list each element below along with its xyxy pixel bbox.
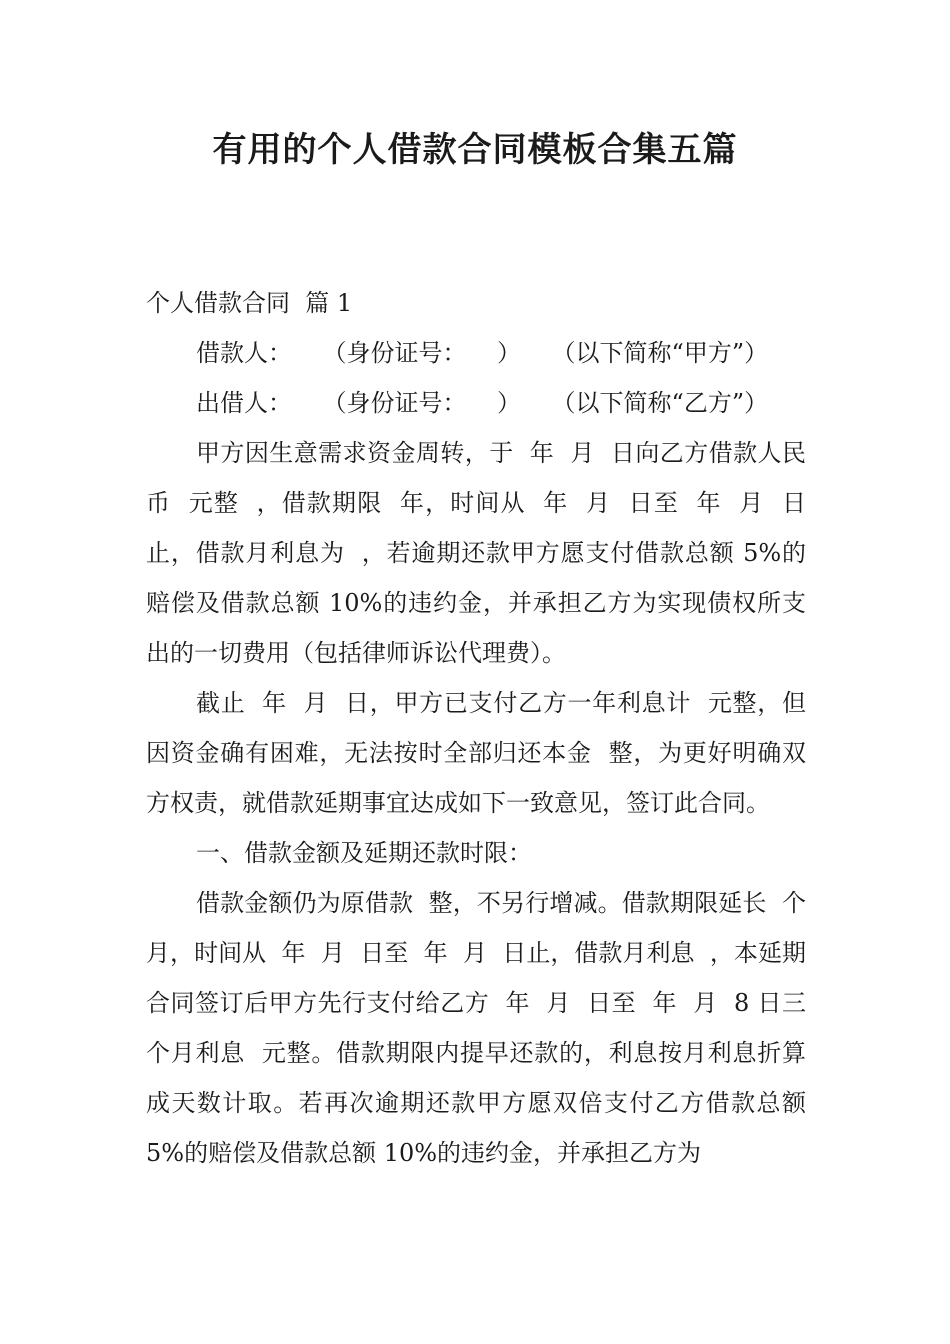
document-title: 有用的个人借款合同模板合集五篇 [212, 130, 738, 170]
extension-terms-paragraph: 借款金额仍为原借款 整，不另行增减。借款期限延长 个月，时间从 年 月 日至 年 月 日止，借款月利息 ，本延期合同签订后甲方先行支付给乙方 年 月 日至 年 月 8 日三个月利息 元整。借款期限内提早还款的，利息按月利息折算成天数计取。若再次逾期还款甲方愿双倍支付乙方借款总额 5%的赔偿及借款总额 10%的违约金，并承担乙方为 [146, 889, 814, 1167]
clause-heading: 一、借款金额及延期还款时限： [196, 839, 532, 867]
borrower-line: 借款人： （身份证号： ） （以下简称“甲方”） [196, 339, 769, 367]
lender-line: 出借人： （身份证号： ） （以下简称“乙方”） [196, 389, 769, 417]
section-heading: 个人借款合同 篇 1 [146, 289, 353, 317]
loan-terms-paragraph: 甲方因生意需求资金周转，于 年 月 日向乙方借款人民币 元整 ，借款期限 年，时间从 年 月 日至 年 月 日止，借款月利息为 ，若逾期还款甲方愿支付借款总额 5%的赔偿及借款总额 10%的违约金，并承担乙方为实现债权所支出的一切费用（包括律师诉讼代理费）。 [146, 439, 806, 667]
document-body [146, 278, 814, 1178]
repayment-status-paragraph: 截止 年 月 日，甲方已支付乙方一年利息计 元整，但因资金确有困难，无法按时全部归还本金 整，为更好明确双方权责，就借款延期事宜达成如下一致意见，签订此合同。 [146, 689, 806, 817]
